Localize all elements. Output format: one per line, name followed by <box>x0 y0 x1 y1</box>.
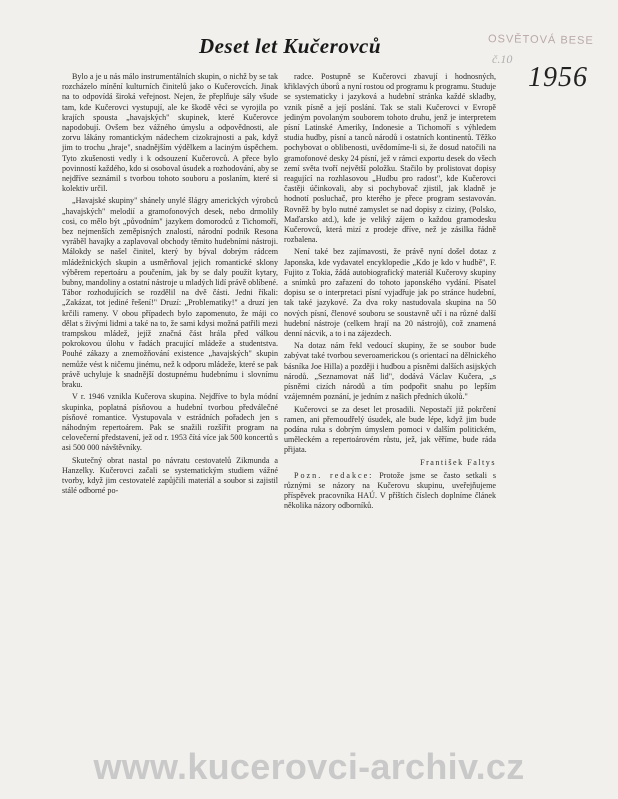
paragraph: Není také bez zajímavosti, že právě nyní došel dotaz z Japonska, kde vydavatel encyklopedie „Kdo je kdo v hudbě", F. Fujito z Tokia, žádá autobiografický materiál Kučerovy skupiny a snímků pro zařazení do tohoto japonského vydání. Písatel dopisu se o interpretaci písní vyjadřuje jak po stránce hudební, tak také jazykové. Za dva roky nastudovala skupina na 50 nových písní, členové souboru se soustavně učí i na různé další hudební nástroje (celkem hrají na 20 nástrojů), což znamená denní nácvik, a to i na zájezdech. <box>284 247 496 339</box>
watermark-url: www.kucerovci-archiv.cz <box>93 746 525 787</box>
paragraph: radce. Postupně se Kučerovci zbavují i hodnosných, křiklavých úborů a nyní rostou od programu k programu. Studuje se systematicky i jazyková a hudební stránka každé skladby, vznik písně a její poslání. Tak se stali Kučerovci v Evropě jediným povolaným souborem tohoto druhu, jenž je interpretem písní Latinské Ameriky, Indonesie a Tichomoří s výhledem studia hudby, písní a tanců národů i ostatních kontinentů. Těžko pochybovat o oblibenosti, uvědomíme-li si, že dosud natočili na gramofonové desky 24 písní, jež v rámci exportu desek do všech zemí světa tvoří největší položku. Stačilo by prolistovat dopisy reagující na rozhlasovou „Hudbu pro radost", kde Kučerovci častěji účinkovali, aby si pochybovač zjistil, jak kladně je hodnotí posluchač, pro kterého je přece program sestavován. Rovněž by bylo nutné zamyslet se nad dopisy z ciziny, (Polsko, Maďarsko atd.), kde je veliký zájem o každou gramodesku Kučerovců, která mizí z prodeje dříve, než je zásilka řádně rozbalena. <box>284 72 496 245</box>
right-column <box>284 72 496 514</box>
author-signature <box>284 458 496 468</box>
paragraph: Skutečný obrat nastal po návratu cestovatelů Zikmunda a Hanzelky. Kučerovci začali se systematickým studiem vážné tvorby, když jim cestovatelé zapůjčili materiál a soubor si zajistil stálé odborné po- <box>62 455 278 496</box>
editorial-note <box>284 471 496 512</box>
paragraph: Na dotaz nám řekl vedoucí skupiny, že se soubor bude zabývat také tvorbou severoamerickou (s orientací na dělnického básníka Joe Hilla) a později i hudbou a písněmi dalších asijských národů. „Seznamovat náš lid", dodává Václav Kučera, „s písněmi cizích národů a tím podpořit snahu po lepším vzájemném poznání, je jedním z našich předních úkolů." <box>284 341 496 402</box>
library-stamp: OSVĚTOVÁ BESE <box>487 33 594 47</box>
editorial-note-label: Pozn. redakce: <box>294 470 374 480</box>
paragraph: „Havajské skupiny" shánely unylé šlágry amerických výrobců „havajských" melodií a gramofonových desek, nebo drmolily cosi, co mělo být „původním" jazykem domorodců z Tichomoří, bez nejmenších zeměpisných znalostí, národní podnik Resona vyráběl havajky a zaplavoval obchody těmito hudebními nástroji. Málokdy se našel činitel, který by býval dobrým rádcem mládežnických skupin a usměrňoval jejich romantické sklony výběrem repertoáru a poučením, jak by se daly použít kytary, bubny, mandoliny a ostatní nástroje u mladých lidí právě oblíbené. Tábor rozhodujících se rozdělil na dvě části. Jedni říkali: „Zakázat, tot jediné řešení!" Druzí: „Problematiky!" a druzí jen krčili rameny. V obou případech bylo zapomenuto, že máji co dělat s živými lidmi a také na to, že sami kdysi možná patřili mezi trampskou mládež, jejíž značná část hrála před válkou pokrokovou úlohu v řadách pracující mládeže a studentstva. Pouhé zákazy a znemožňování existence „havajských" skupin nemůže vést k ničemu jinému, než k odporu mládeže, které se pak právě uchyluje k snadnější dostupnému hudebnímu i slovnímu braku. <box>62 196 278 390</box>
paragraph: V r. 1946 vznikla Kučerova skupina. Nejdříve to byla módní skupinka, poplatná písňovou a hudební tvorbou předválečné písňové romantice. Vystupovala v estrádních pořadech jen s náhodným repertoárem. Pak se snažili rozšířit program na celovečerní představení, jež od r. 1953 čítá více jak 500 koncertů s asi 500 000 návštěvníky. <box>62 392 278 453</box>
left-column <box>62 72 278 498</box>
editorial-note-text: Protože jsme se často setkali s různými se názory na Kučerovu skupinu, uveřejňujeme příspěvek pracovníka HAÚ. V příštích číslech doplníme článek několika názory odborníků. <box>284 470 496 511</box>
author-name: František Faltys <box>420 457 496 467</box>
article-title: Deset let Kučerovců <box>198 34 382 58</box>
handwritten-year: 1956 <box>528 62 588 93</box>
paragraph: Kučerovci se za deset let prosadili. Nepostačí již pokrčení ramen, ani přemoudřelý úsudek, ale bude lépe, když jim bude podána ruka s dobrým úmyslem pomoci v dalším politickém, uměleckém a repertoárovém růstu, jež, jak věříme, bude ráda přijata. <box>284 404 496 455</box>
pencil-note: č.10 <box>492 52 513 66</box>
paragraph: Bylo a je u nás málo instrumentálních skupin, o nichž by se tak rozcházelo mínění kulturních činitelů jako o Kučerovcích. Jinak na to odpovídá široká veřejnost. Nejen, že přeplňuje sály všude tam, kde Kučerovci vystupují, ale ke škodě věci se vyrojila po krajích spousta „havajských" skupinek, které Kučerovce napodobují. Ovšem bez vážného úmyslu a odpovědnosti, ale zorvu lákány romantickým nádechem cizokrajnosti a pak, když jim to trochu „hraje", snadnějším výdělkem a laciným úspěchem. Tyto zkušenosti vedly i k odsouzení Kučerovců. A přece bylo povinností každého, kdo si osoboval úsudek a rozhodování, aby se nejdříve seznámil s tvorbou tohoto souboru a poslaním, které si kolektiv určil. <box>62 72 278 194</box>
